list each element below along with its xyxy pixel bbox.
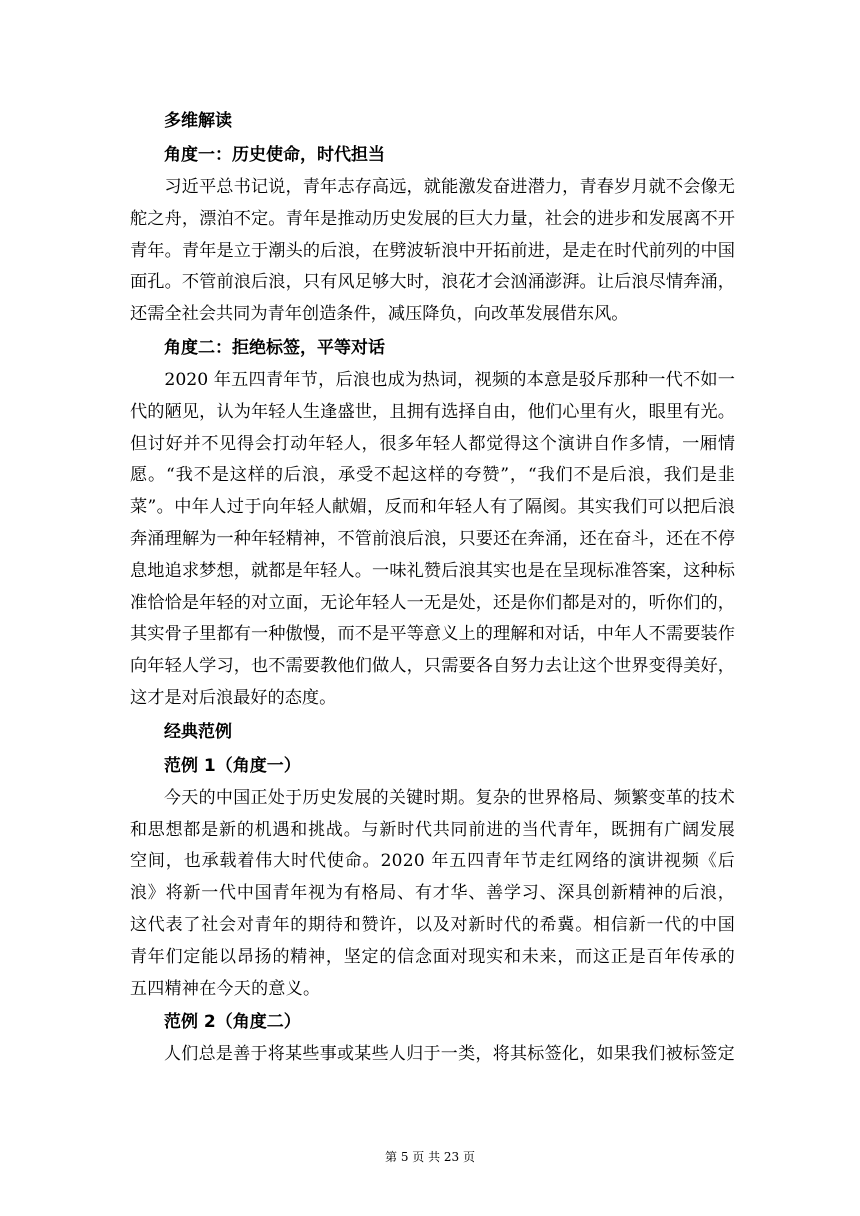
paragraph-example2: 人们总是善于将某些事或某些人归于一类，将其标签化，如果我们被标签定	[164, 1044, 735, 1065]
paragraph-example1: 今天的中国正处于历史发展的关键时期。复杂的世界格局、频繁变革的技术和思想都是新的机遇和挑战。与新时代共同前进的当代青年，既拥有广阔发展空间，也承载着伟大时代使命。2020 年五四青年节走红网络的演讲视频《后浪》将新一代中国青年视为有格局、有才华、善学习、深具创新精神的后浪，这代表了社会对青年的期待和赞许，以及对新时代的希冀。相信新一代的中国青年们定能以昂扬的精神，坚定的信念面对现实和未来，而这正是百年传承的五四精神在今天的意义。	[130, 787, 735, 999]
paragraph-angle1: 习近平总书记说，青年志存高远，就能激发奋进潜力，青春岁月就不会像无舵之舟，漂泊不定。青年是推动历史发展的巨大力量，社会的进步和发展离不开青年。青年是立于潮头的后浪，在劈波斩浪中开拓前进，是走在时代前列的中国面孔。不管前浪后浪，只有风足够大时，浪花才会汹涌澎湃。让后浪尽情奔涌，还需全社会共同为青年创造条件，减压降负，向改革发展借东风。	[130, 177, 735, 325]
section-heading-angle1: 角度一：历史使命，时代担当	[164, 145, 385, 165]
page-footer: 第 5 页 共 23 页	[385, 1150, 475, 1164]
document-page	[130, 104, 735, 1071]
section-heading-example1: 范例 1（角度一）	[164, 755, 301, 776]
paragraph-angle2: 2020 年五四青年节，后浪也成为热词，视频的本意是驳斥那种一代不如一代的陋见，认为年轻人生逢盛世，且拥有选择自由，他们心里有火，眼里有光。但讨好并不见得会打动年轻人，很多年轻人都觉得这个演讲自作多情，一厢情愿。“我不是这样的后浪，承受不起这样的夸赞”，“我们不是后浪，我们是韭菜”。中年人过于向年轻人献媚，反而和年轻人有了隔阂。其实我们可以把后浪奔涌理解为一种年轻精神，不管前浪后浪，只要还在奔涌，还在奋斗，还在不停息地追求梦想，就都是年轻人。一味礼赞后浪其实也是在呈现标准答案，这种标准恰恰是年轻的对立面，无论年轻人一无是处，还是你们都是对的，听你们的，其实骨子里都有一种傲慢，而不是平等意义上的理解和对话，中年人不需要装作向年轻人学习，也不需要教他们做人，只需要各自努力去让这个世界变得美好，这才是对后浪最好的态度。	[130, 369, 735, 708]
section-heading-angle2: 角度二：拒绝标签，平等对话	[164, 337, 385, 358]
section-heading-classic: 经典范例	[164, 721, 232, 742]
section-heading-example2: 范例 2（角度二）	[164, 1012, 301, 1033]
section-heading-multi: 多维解读	[164, 111, 232, 131]
